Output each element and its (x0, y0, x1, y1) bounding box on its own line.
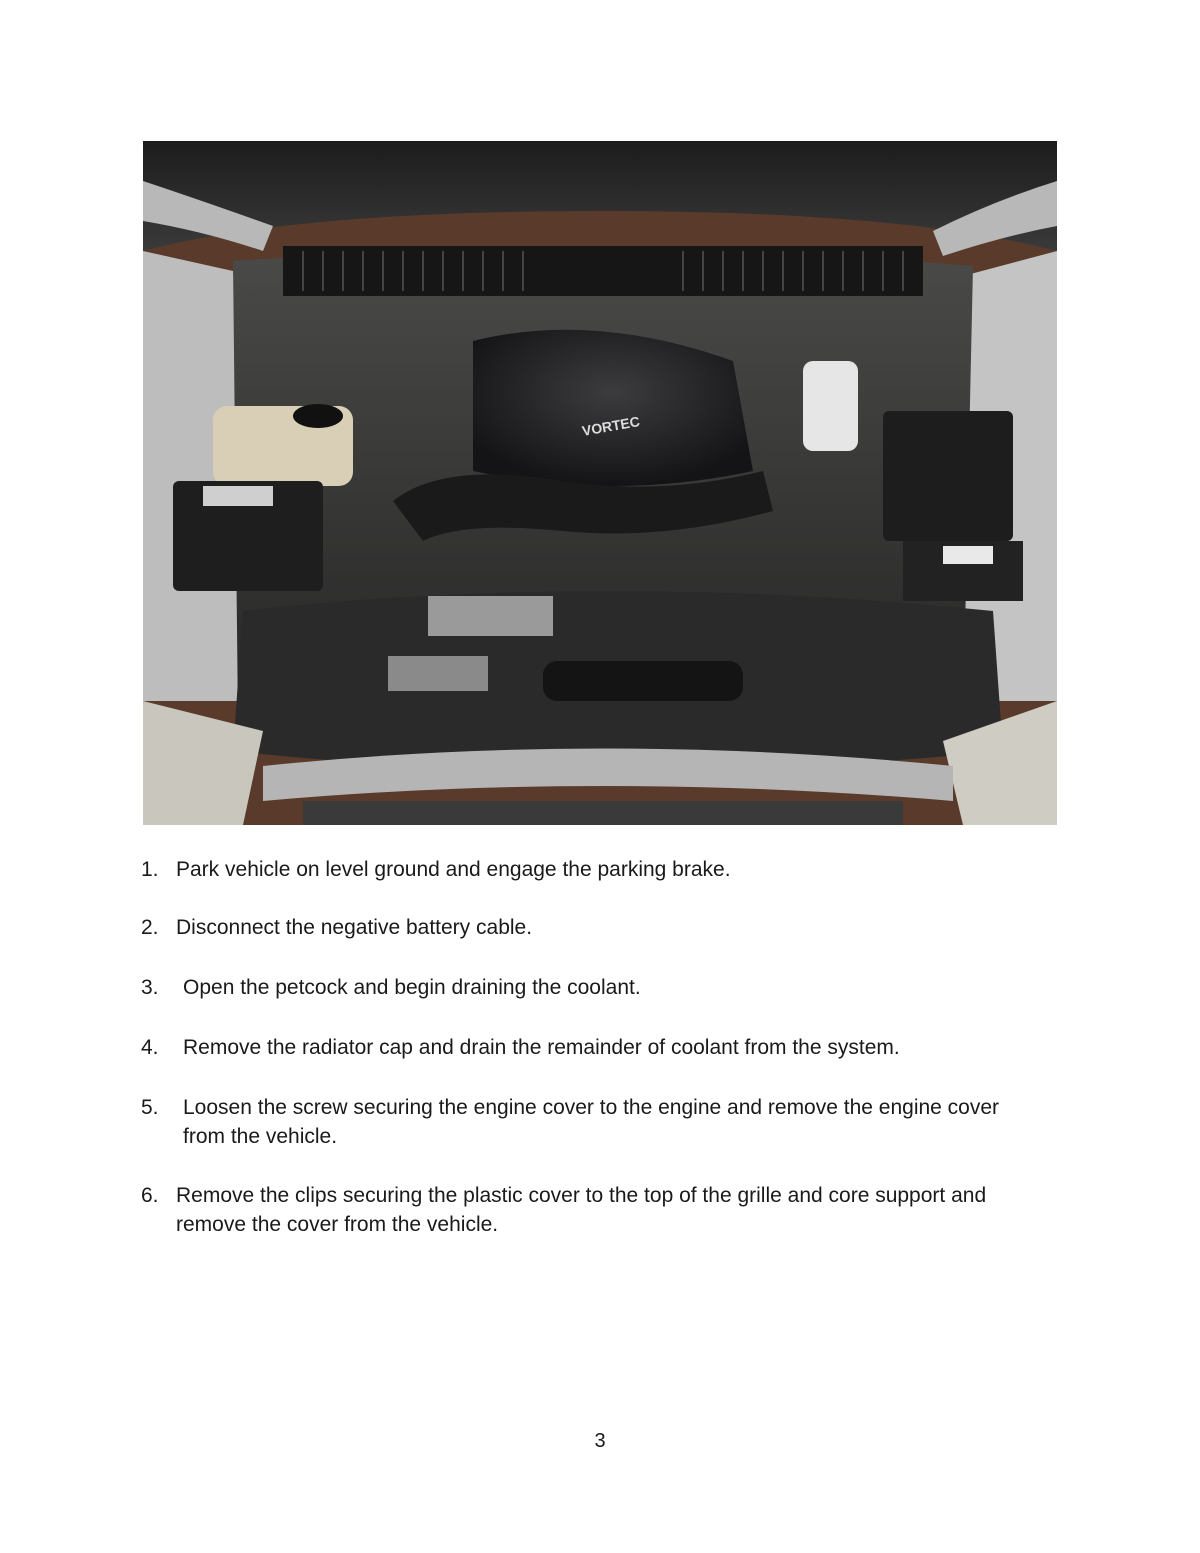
step-text: Park vehicle on level ground and engage the parking brake. (176, 858, 731, 881)
engine-bay-photo (143, 141, 1057, 825)
procedure-steps (141, 855, 1041, 1239)
step-number: 2. (141, 916, 159, 939)
step-text: Disconnect the negative battery cable. (176, 916, 533, 939)
step-4 (141, 1033, 1041, 1062)
step-2 (141, 913, 1041, 942)
vortec-badge: VORTEC (580, 413, 641, 439)
step-number: 6. (141, 1184, 159, 1207)
step-6 (141, 1181, 1041, 1239)
step-number: 3. (141, 976, 159, 999)
step-number: 4. (141, 1036, 159, 1059)
step-text: Loosen the screw securing the engine cover to the engine and remove the engine cover from the vehicle. (183, 1096, 1000, 1148)
step-text: Remove the radiator cap and drain the remainder of coolant from the system. (183, 1036, 900, 1059)
step-5 (141, 1093, 1041, 1151)
step-1 (141, 855, 1041, 884)
step-3 (141, 973, 1041, 1002)
step-text: Open the petcock and begin draining the coolant. (183, 976, 641, 999)
step-text: Remove the clips securing the plastic cover to the top of the grille and core support and remove the cover from the vehicle. (176, 1184, 987, 1236)
step-number: 5. (141, 1096, 159, 1119)
page-number: 3 (594, 1430, 606, 1452)
step-number: 1. (141, 858, 159, 881)
